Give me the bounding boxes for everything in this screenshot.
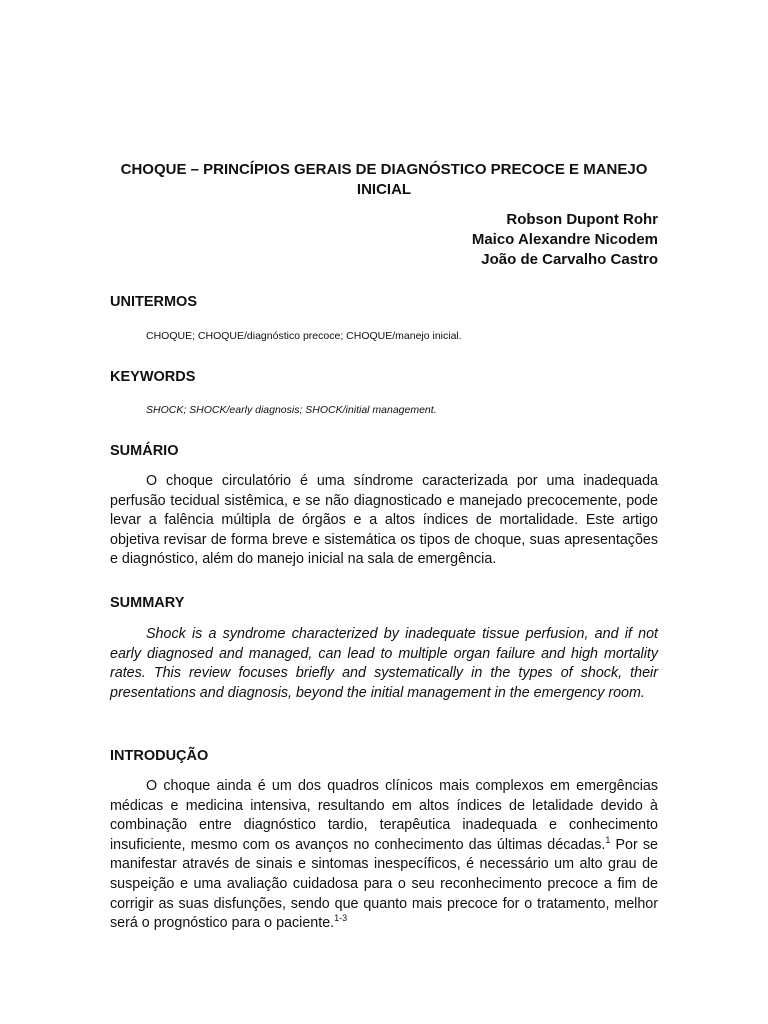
summary-paragraph: Shock is a syndrome characterized by inadequate tissue perfusion, and if not early diagnosed and managed, can lead to multiple organ failure and high mortality rates. This review focuses briefly and systematically in the types of shock, their presentations and diagnosis, beyond the initial management in the emergency room. [110,626,658,701]
introducao-text-part1: O choque ainda é um dos quadros clínicos mais complexos em emergências médicas e medicina intensiva, resultando em altos índices de letalidade devido à combinação entre diagnóstico tardio, terapêutica inadequada e conhecimento insuficiente, mesmo com os avanços no conhecimento das últimas décadas. [110,778,658,853]
author-name: João de Carvalho Castro [481,251,658,268]
unitermos-heading: UNITERMOS [110,294,197,310]
author-name: Robson Dupont Rohr [506,211,658,228]
summary-heading: SUMMARY [110,595,185,611]
citation-ref-1[interactable]: 1 [605,835,611,846]
article-title: CHOQUE – PRINCÍPIOS GERAIS DE DIAGNÓSTICO PRECOCE E MANEJO INICIAL [120,161,648,198]
introducao-heading: INTRODUÇÃO [110,748,209,764]
keywords-text: SHOCK; SHOCK/early diagnosis; SHOCK/initial management. [146,404,437,416]
author-list [472,210,658,270]
introducao-paragraph [110,777,658,934]
unitermos-text: CHOQUE; CHOQUE/diagnóstico precoce; CHOQUE/manejo inicial. [146,330,462,342]
citation-ref-1-3[interactable]: 1-3 [334,913,348,924]
author-name: Maico Alexandre Nicodem [471,231,658,248]
sumario-heading: SUMÁRIO [110,443,179,459]
sumario-paragraph: O choque circulatório é uma síndrome caracterizada por uma inadequada perfusão tecidual sistêmica, e se não diagnosticado e manejado precocemente, pode levar a falência múltipla de órgãos e a altos índices de mortalidade. Este artigo objetiva revisar de forma breve e sistemática os tipos de choque, suas apresentações e diagnóstico, além do manejo inicial na sala de emergência. [110,473,658,568]
introducao-text-part2: Por se manifestar através de sinais e sintomas inespecíficos, é necessário um alto grau de suspeição e uma avaliação cuidadosa para o seu reconhecimento precoce a fim de corrigir as suas disfunções, sendo que quanto mais precoce for o tratamento, melhor será o prognóstico para o paciente. [110,836,658,932]
keywords-heading: KEYWORDS [110,369,196,385]
